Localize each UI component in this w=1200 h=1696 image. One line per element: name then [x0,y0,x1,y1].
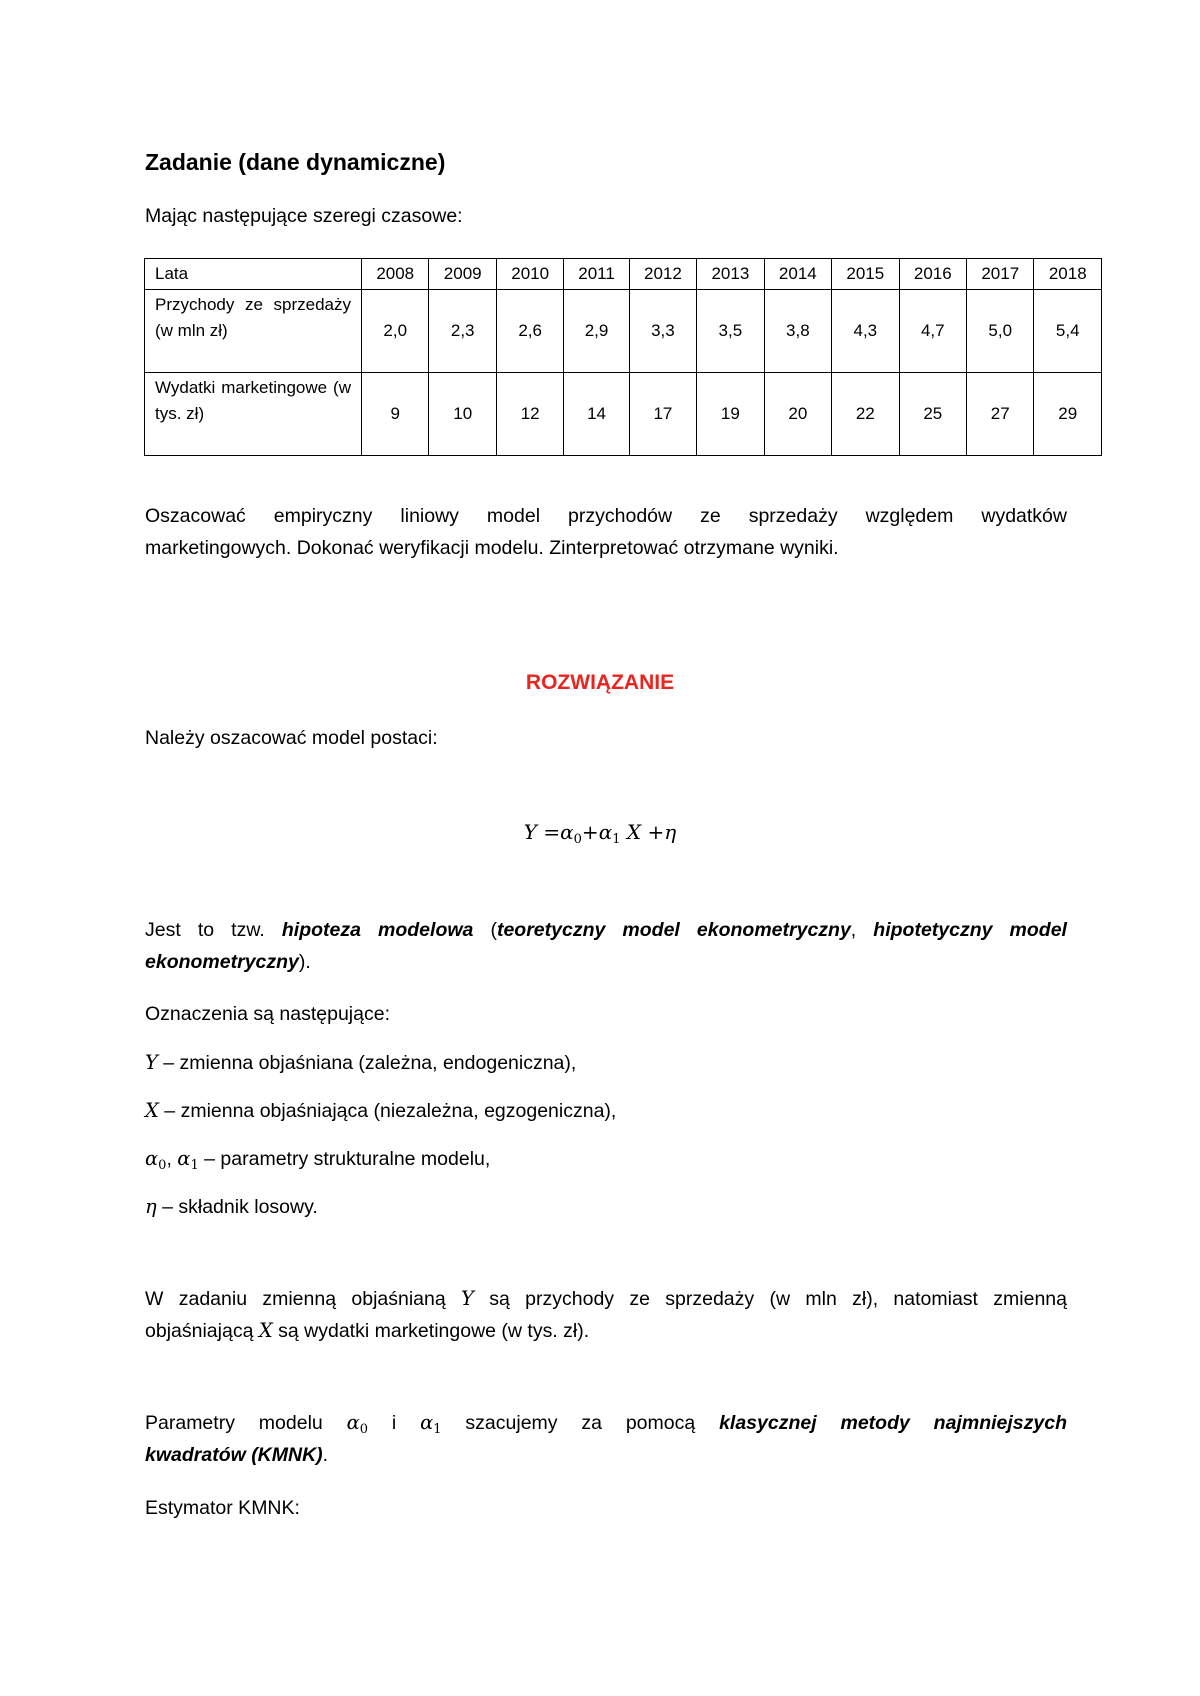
table-header-label: Lata [145,259,362,290]
params-line-2 [145,1439,1067,1471]
task-line-1: Oszacować empiryczny liniowy model przychodów ze sprzedaży względem wydatków [145,505,1067,527]
model-formula [0,820,1200,847]
table-header-row [145,259,1102,290]
year-cell: 2011 [564,259,629,290]
task-intro: Mając następujące szeregi czasowe: [145,205,463,227]
symbol-sub-0: 0 [359,1422,369,1437]
value-cell: 3,8 [764,290,831,373]
params-term: kwadratów (KMNK) [145,1444,323,1466]
paren-open: ( [473,919,497,941]
symbol-alpha: α [346,1411,360,1434]
value-cell: 10 [429,373,496,456]
value-cell: 5,0 [967,290,1034,373]
value-cell: 12 [496,373,563,456]
variables-line-2 [145,1315,1067,1347]
variables-text: są przychody ze sprzedaży (w mln zł), natomiast zmienną [473,1288,1068,1310]
year-cell: 2018 [1034,259,1102,290]
symbol-y: Y [461,1287,474,1310]
row-label-marketing: Wydatki marketingowe (w tys. zł) [145,373,362,456]
notation-alpha-text: – parametry strukturalne modelu, [198,1148,491,1170]
symbol-x: X [145,1099,159,1122]
solution-heading: ROZWIĄZANIE [525,671,675,694]
formula-y: Y [523,820,537,844]
time-series-table [144,258,1102,456]
notation-intro: Oznaczenia są następujące: [145,1003,390,1025]
symbol-alpha: α [420,1411,434,1434]
symbol-eta: η [145,1195,157,1218]
formula-equals: = [543,820,561,844]
estimator-label: Estymator KMNK: [145,1497,300,1519]
value-cell: 3,5 [697,290,764,373]
hypothesis-term: ekonometryczny [145,951,299,973]
period: . [322,1444,329,1466]
formula-x: X [626,820,642,844]
formula-sub-0: 0 [573,832,582,847]
symbol-sub-1: 1 [190,1158,199,1173]
hypothesis-line-1 [145,914,1067,946]
hypothesis-line-2 [145,946,1067,978]
table-row-marketing [145,373,1102,456]
value-cell: 14 [564,373,629,456]
params-text: szacujemy za pomocą [441,1412,720,1434]
hypothesis-term: teoretyczny model ekonometryczny [496,919,851,941]
year-cell: 2008 [362,259,429,290]
value-cell: 2,3 [429,290,496,373]
variables-text: są wydatki marketingowe (w tys. zł). [272,1320,590,1342]
symbol-x: X [258,1319,273,1342]
symbol-alpha: α [177,1147,191,1170]
value-cell: 2,0 [362,290,429,373]
formula-alpha: α [598,820,613,844]
row-label-revenue: Przychody ze sprzedaży (w mln zł) [145,290,362,373]
notation-eta [145,1191,1067,1223]
value-cell: 29 [1034,373,1102,456]
hypothesis-term: hipoteza modelowa [281,919,474,941]
value-cell: 2,6 [496,290,563,373]
symbol-sub-0: 0 [158,1158,167,1173]
notation-eta-text: – składnik losowy. [156,1196,318,1218]
value-cell: 5,4 [1034,290,1102,373]
variables-line-1 [145,1283,1067,1315]
notation-alpha [145,1143,1067,1182]
params-text: i [368,1412,421,1434]
year-cell: 2016 [899,259,966,290]
variables-text: objaśniającą [145,1320,259,1342]
symbol-y: Y [145,1051,158,1074]
notation-y-text: – zmienna objaśniana (zależna, endogeniczna), [157,1052,577,1074]
model-intro: Należy oszacować model postaci: [145,727,438,749]
value-cell: 22 [832,373,899,456]
task-line-2: marketingowych. Dokonać weryfikacji modelu. Zinterpretować otrzymane wyniki. [145,537,839,559]
formula-sub-1: 1 [612,832,621,847]
value-cell: 19 [697,373,764,456]
value-cell: 2,9 [564,290,629,373]
value-cell: 4,7 [899,290,966,373]
variables-text: W zadaniu zmienną objaśnianą [145,1288,462,1310]
year-cell: 2017 [967,259,1034,290]
hypothesis-term: hipotetyczny model [873,919,1067,941]
value-cell: 4,3 [832,290,899,373]
notation-y [145,1047,1067,1079]
value-cell: 25 [899,373,966,456]
formula-plus: + [581,820,599,844]
formula-eta: η [664,820,677,844]
symbol-sub-1: 1 [433,1422,442,1437]
year-cell: 2013 [697,259,764,290]
value-cell: 17 [629,373,696,456]
value-cell: 27 [967,373,1034,456]
symbol-alpha: α [145,1147,159,1170]
year-cell: 2009 [429,259,496,290]
comma: , [166,1148,178,1170]
formula-alpha: α [560,820,574,844]
params-term: klasycznej metody najmniejszych [719,1412,1067,1434]
year-cell: 2012 [629,259,696,290]
table-row-revenue [145,290,1102,373]
formula-plus: + [647,820,665,844]
year-cell: 2010 [496,259,563,290]
year-cell: 2015 [832,259,899,290]
comma: , [850,919,874,941]
value-cell: 20 [764,373,831,456]
year-cell: 2014 [764,259,831,290]
notation-x [145,1095,1067,1127]
paren-close: ). [298,951,311,973]
value-cell: 3,3 [629,290,696,373]
notation-x-text: – zmienna objaśniająca (niezależna, egzogeniczna), [158,1100,617,1122]
value-cell: 9 [362,373,429,456]
params-text: Parametry modelu [145,1412,347,1434]
task-title: Zadanie (dane dynamiczne) [145,149,446,175]
hypothesis-prefix: Jest to tzw. [145,919,282,941]
